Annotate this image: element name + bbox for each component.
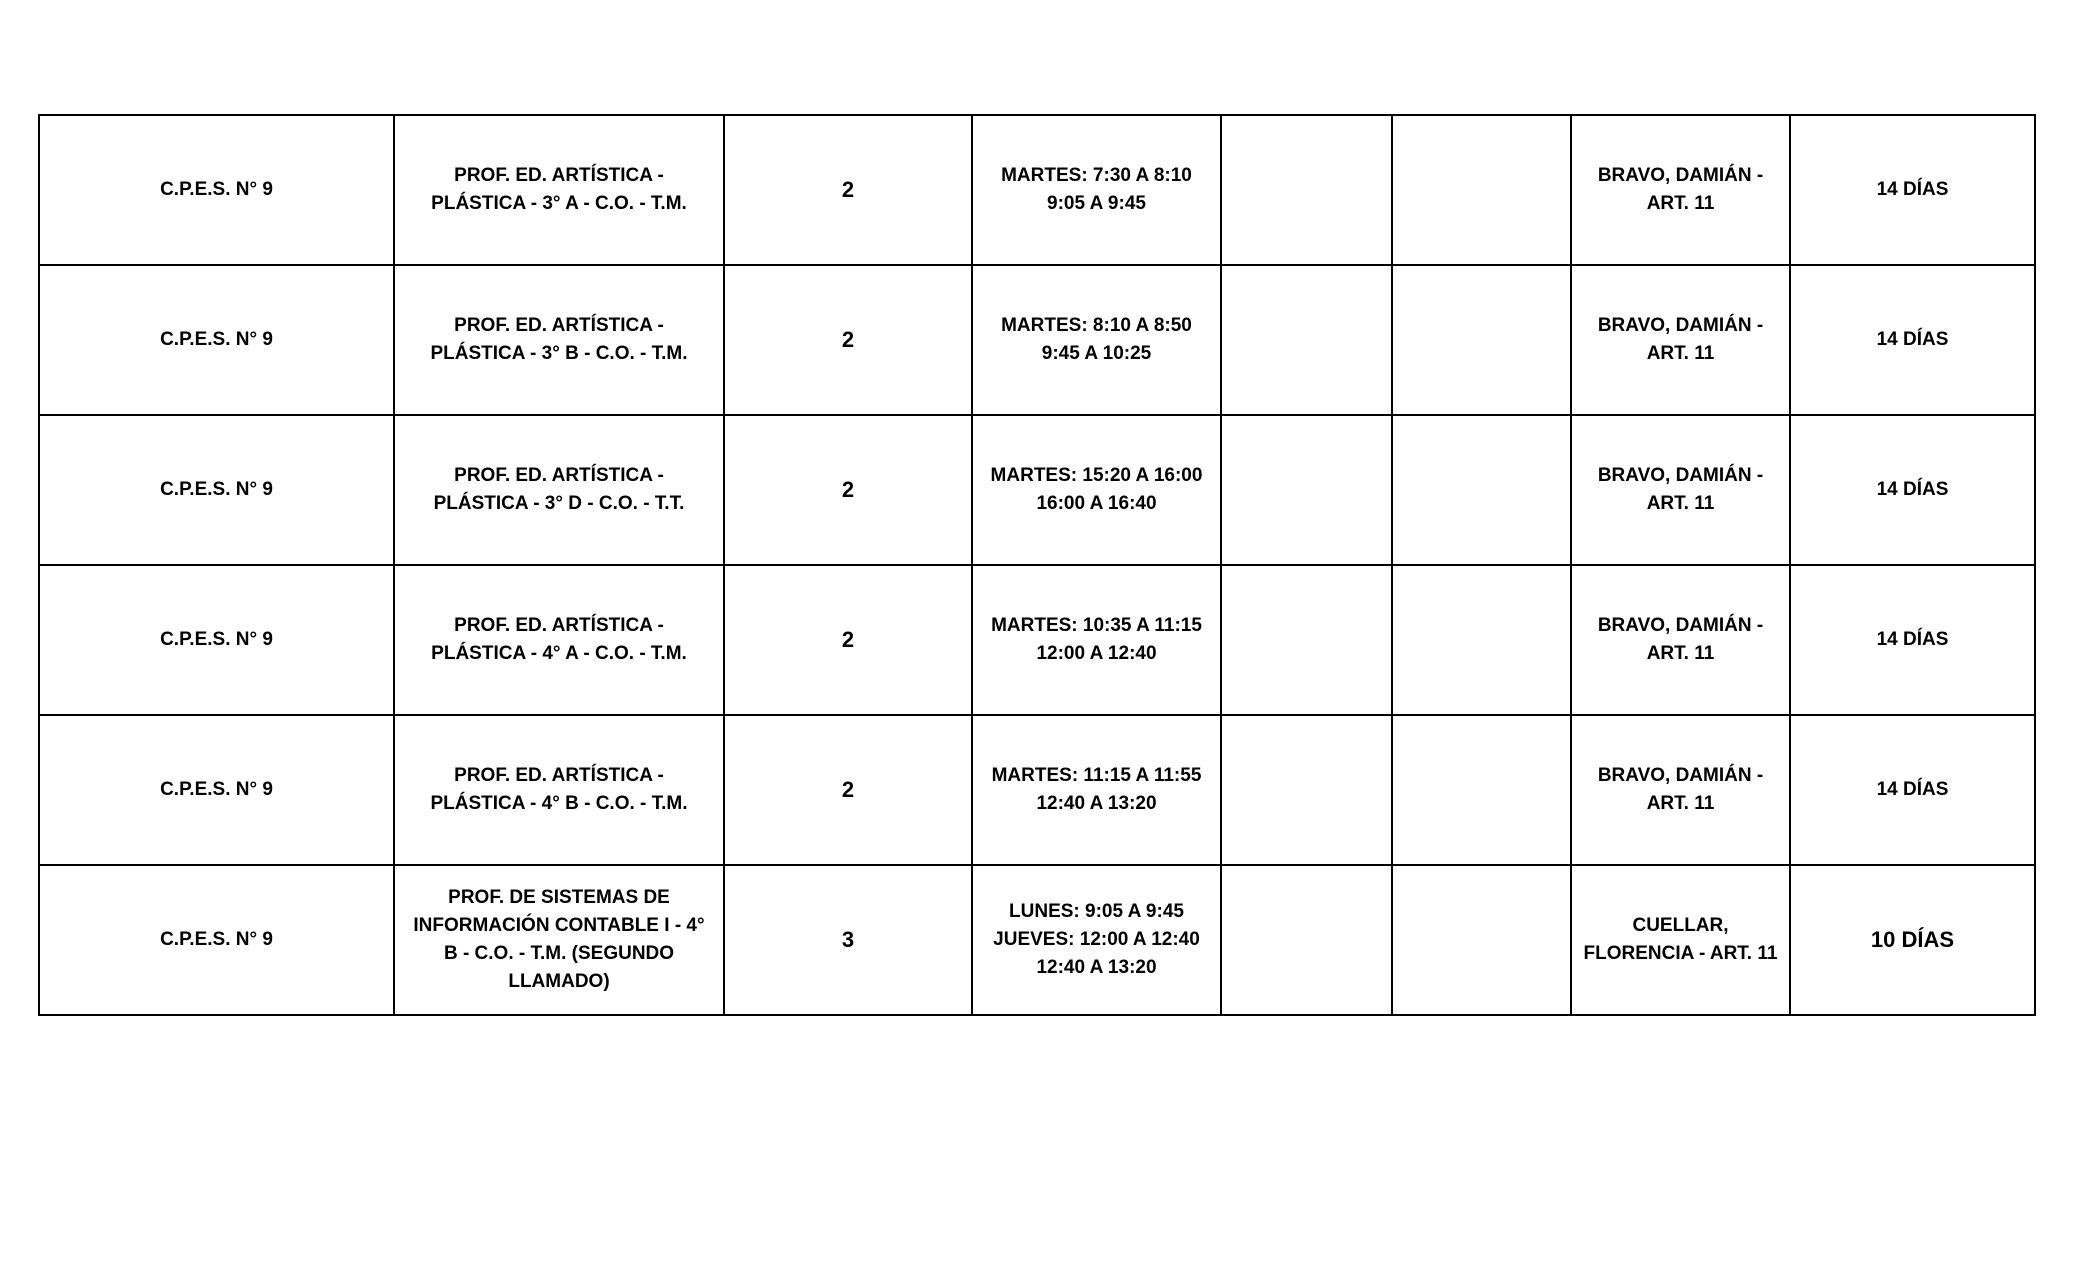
subject-cell: PROF. ED. ARTÍSTICA - PLÁSTICA - 4° B - C.O. - T.M. xyxy=(394,715,724,865)
hours-cell: 3 xyxy=(724,865,972,1015)
duration-cell: 14 DÍAS xyxy=(1790,415,2035,565)
table-row xyxy=(39,715,2035,865)
schedule-cell: MARTES: 7:30 A 8:10 9:05 A 9:45 xyxy=(972,115,1221,265)
subject-cell: PROF. ED. ARTÍSTICA - PLÁSTICA - 3° A - C.O. - T.M. xyxy=(394,115,724,265)
empty-cell xyxy=(1221,115,1392,265)
empty-cell xyxy=(1221,715,1392,865)
table-row xyxy=(39,265,2035,415)
table-row xyxy=(39,565,2035,715)
empty-cell xyxy=(1392,415,1571,565)
institution-cell: C.P.E.S. N° 9 xyxy=(39,415,394,565)
institution-cell: C.P.E.S. N° 9 xyxy=(39,865,394,1015)
schedule-cell: MARTES: 8:10 A 8:50 9:45 A 10:25 xyxy=(972,265,1221,415)
institution-cell: C.P.E.S. N° 9 xyxy=(39,715,394,865)
holder-cell: BRAVO, DAMIÁN - ART. 11 xyxy=(1571,565,1790,715)
institution-cell: C.P.E.S. N° 9 xyxy=(39,265,394,415)
empty-cell xyxy=(1221,565,1392,715)
table-row xyxy=(39,415,2035,565)
empty-cell xyxy=(1392,265,1571,415)
duration-cell: 14 DÍAS xyxy=(1790,265,2035,415)
table-row xyxy=(39,865,2035,1015)
institution-cell: C.P.E.S. N° 9 xyxy=(39,115,394,265)
empty-cell xyxy=(1221,865,1392,1015)
schedule-cell: MARTES: 15:20 A 16:00 16:00 A 16:40 xyxy=(972,415,1221,565)
duration-cell: 14 DÍAS xyxy=(1790,115,2035,265)
hours-cell: 2 xyxy=(724,265,972,415)
empty-cell xyxy=(1221,415,1392,565)
holder-cell: BRAVO, DAMIÁN - ART. 11 xyxy=(1571,265,1790,415)
schedule-cell: MARTES: 11:15 A 11:55 12:40 A 13:20 xyxy=(972,715,1221,865)
empty-cell xyxy=(1221,265,1392,415)
holder-cell: CUELLAR, FLORENCIA - ART. 11 xyxy=(1571,865,1790,1015)
empty-cell xyxy=(1392,865,1571,1015)
empty-cell xyxy=(1392,115,1571,265)
schedule-cell: LUNES: 9:05 A 9:45 JUEVES: 12:00 A 12:40 12:40 A 13:20 xyxy=(972,865,1221,1015)
hours-cell: 2 xyxy=(724,115,972,265)
duration-cell: 14 DÍAS xyxy=(1790,715,2035,865)
subject-cell: PROF. ED. ARTÍSTICA - PLÁSTICA - 3° B - C.O. - T.M. xyxy=(394,265,724,415)
duration-cell: 10 DÍAS xyxy=(1790,865,2035,1015)
vacancy-table xyxy=(38,114,2036,1016)
subject-cell: PROF. ED. ARTÍSTICA - PLÁSTICA - 3° D - C.O. - T.T. xyxy=(394,415,724,565)
hours-cell: 2 xyxy=(724,415,972,565)
empty-cell xyxy=(1392,565,1571,715)
holder-cell: BRAVO, DAMIÁN - ART. 11 xyxy=(1571,115,1790,265)
subject-cell: PROF. ED. ARTÍSTICA - PLÁSTICA - 4° A - C.O. - T.M. xyxy=(394,565,724,715)
duration-cell: 14 DÍAS xyxy=(1790,565,2035,715)
subject-cell: PROF. DE SISTEMAS DE INFORMACIÓN CONTABLE I - 4° B - C.O. - T.M. (SEGUNDO LLAMADO) xyxy=(394,865,724,1015)
holder-cell: BRAVO, DAMIÁN - ART. 11 xyxy=(1571,715,1790,865)
holder-cell: BRAVO, DAMIÁN - ART. 11 xyxy=(1571,415,1790,565)
schedule-cell: MARTES: 10:35 A 11:15 12:00 A 12:40 xyxy=(972,565,1221,715)
table-row xyxy=(39,115,2035,265)
hours-cell: 2 xyxy=(724,715,972,865)
hours-cell: 2 xyxy=(724,565,972,715)
empty-cell xyxy=(1392,715,1571,865)
institution-cell: C.P.E.S. N° 9 xyxy=(39,565,394,715)
